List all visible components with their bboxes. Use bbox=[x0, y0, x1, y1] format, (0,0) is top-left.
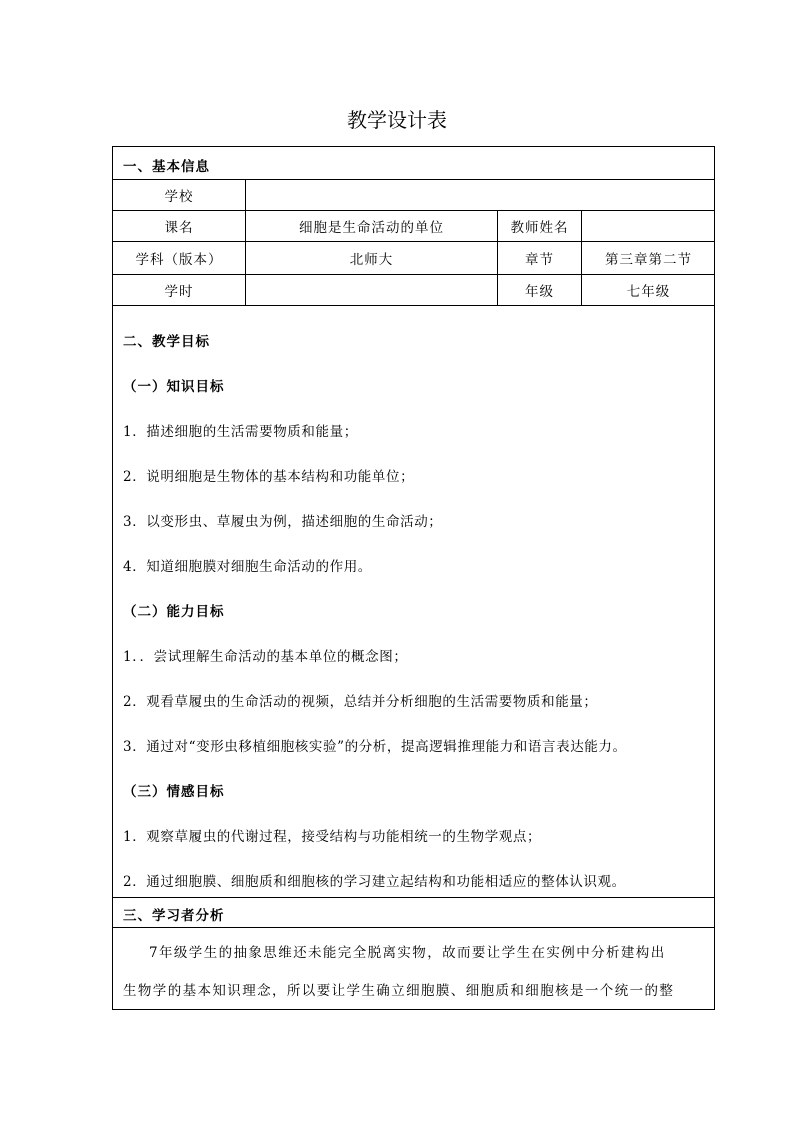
table-row-course bbox=[113, 210, 714, 241]
label-chapter: 章节 bbox=[525, 252, 554, 268]
label-hours: 学时 bbox=[164, 284, 194, 300]
label-subject: 学科（版本） bbox=[135, 252, 223, 268]
value-grade: 七年级 bbox=[626, 284, 671, 300]
section-learner-analysis-body bbox=[113, 927, 714, 1009]
table-row-hours bbox=[113, 274, 714, 305]
page-title: 教学设计表 bbox=[347, 108, 447, 132]
section-goals-heading: 二、教学目标 bbox=[123, 334, 210, 350]
label-teacher: 教师姓名 bbox=[510, 220, 569, 236]
emotion-goal-item: 2．通过细胞膜、细胞质和细胞核的学习建立起结构和功能相适应的整体认识观。 bbox=[123, 874, 626, 890]
knowledge-goal-item: 1．描述细胞的生活需要物质和能量； bbox=[123, 424, 358, 440]
section-learner-heading: 三、学习者分析 bbox=[123, 908, 225, 924]
value-teacher bbox=[582, 211, 715, 241]
section-basic-info-heading: 一、基本信息 bbox=[123, 159, 210, 175]
ability-goal-item: 1．．尝试理解生命活动的基本单位的概念图； bbox=[123, 649, 408, 665]
value-subject: 北师大 bbox=[349, 252, 394, 268]
knowledge-goal-item: 3．以变形虫、草履虫为例，描述细胞的生命活动； bbox=[123, 514, 443, 530]
label-school: 学校 bbox=[164, 189, 194, 205]
emotion-goal-item: 1．观察草履虫的代谢过程，接受结构与功能相统一的生物学观点； bbox=[123, 829, 542, 845]
label-grade: 年级 bbox=[525, 284, 554, 300]
learner-analysis-line: 生物学的基本知识理念，所以要让学生确立细胞膜、细胞质和细胞核是一个统一的整 bbox=[123, 983, 675, 999]
value-school bbox=[246, 180, 715, 210]
value-hours bbox=[246, 275, 497, 305]
value-course: 细胞是生命活动的单位 bbox=[299, 220, 444, 236]
value-chapter: 第三章第二节 bbox=[605, 252, 692, 268]
section-learner-analysis-header bbox=[113, 897, 714, 927]
label-course: 课名 bbox=[164, 220, 194, 236]
ability-goals-heading: （二）能力目标 bbox=[123, 604, 225, 620]
learner-analysis-line: 7年级学生的抽象思维还未能完全脱离实物，故而要让学生在实例中分析建构出 bbox=[149, 945, 666, 961]
emotion-goals-heading: （三）情感目标 bbox=[123, 784, 225, 800]
design-table bbox=[112, 146, 715, 1010]
knowledge-goal-item: 4．知道细胞膜对细胞生命活动的作用。 bbox=[123, 559, 372, 575]
knowledge-goal-item: 2．说明细胞是生物体的基本结构和功能单位； bbox=[123, 469, 415, 485]
ability-goal-item: 2．观看草履虫的生命活动的视频，总结并分析细胞的生活需要物质和能量； bbox=[123, 694, 598, 710]
table-row-subject bbox=[113, 241, 714, 274]
knowledge-goals-heading: （一）知识目标 bbox=[123, 379, 225, 395]
ability-goal-item: 3．通过对“变形虫移植细胞核实验”的分析，提高逻辑推理能力和语言表达能力。 bbox=[123, 739, 627, 755]
table-row-school bbox=[113, 179, 714, 210]
section-teaching-goals bbox=[113, 305, 714, 897]
